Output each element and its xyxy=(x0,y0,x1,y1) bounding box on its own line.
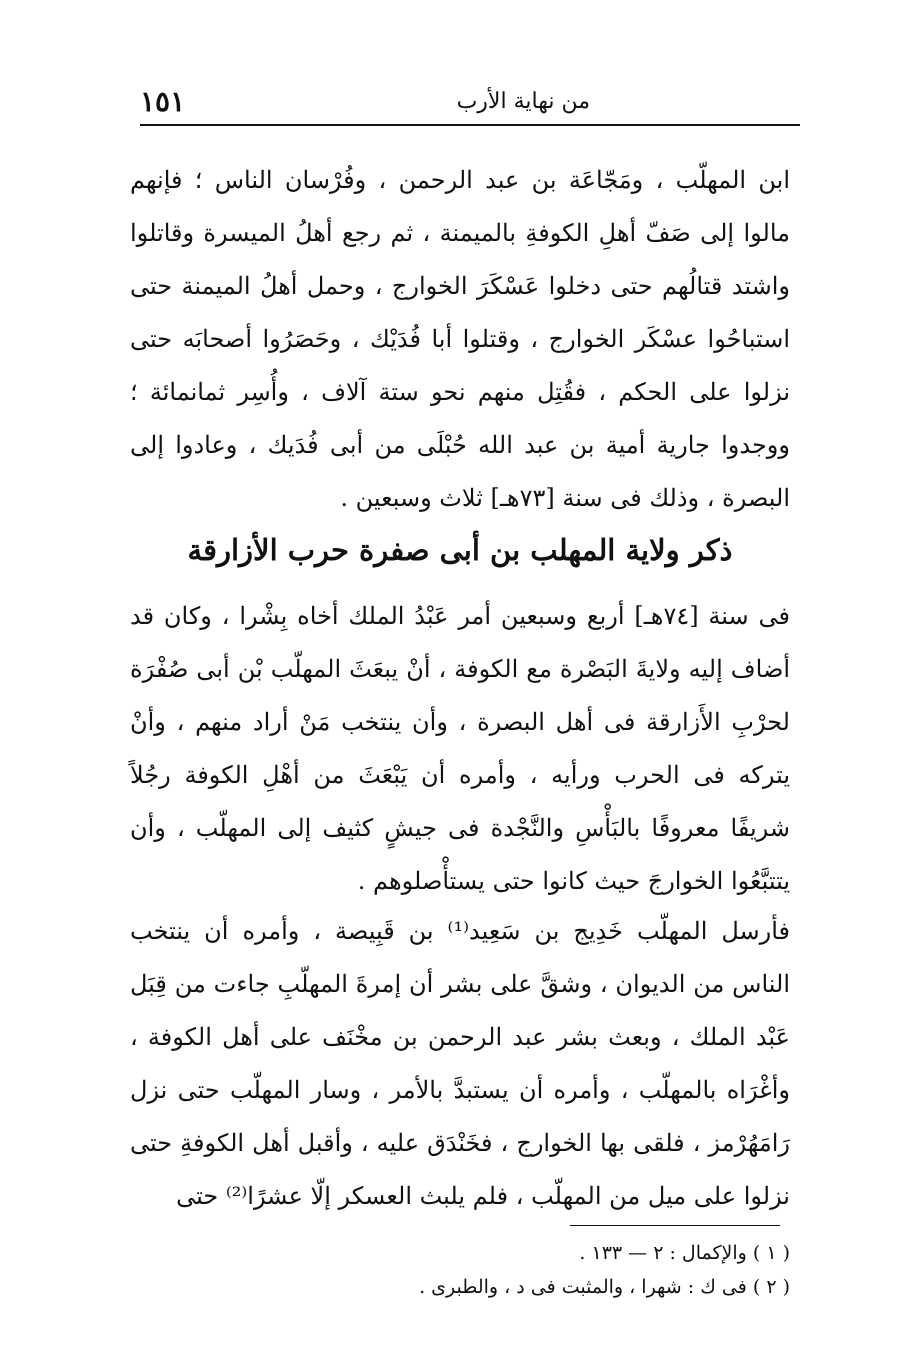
header-rule xyxy=(140,124,800,126)
paragraph-2: فى سنة [٧٤هـ] أربع وسبعين أمر عَبْدُ الملك أخاه بِشْرا ، وكان قد أضاف إليه ولايةَ البَصْرة مع الكوفة ، أنْ يبعَثَ المهلّب بْن أبى صُفْرَة لحرْبِ الأَزارقة فى أهل البصرة ، وأن ينتخب مَنْ أراد منهم ، وأنْ يتركه فى الحرب ورأيه ، وأمره أن يَبْعَثَ من أهْلِ الكوفة رجُلاً شريفًا معروفًا بالبَأْسِ والنَّجْدة فى جيشٍ كثيف إلى المهلّب ، وأن يتتبَّعُوا الخوارجَ حيث كانوا حتى يستأْصلوهم . xyxy=(130,602,790,895)
footnote-rule xyxy=(570,1225,780,1226)
page-header xyxy=(140,78,800,124)
section-title: ذكر ولاية المهلب بن أبى صفرة حرب الأزارقة xyxy=(187,533,733,567)
paragraph-1: ابن المهلّب ، ومَجّاعَة بن عبد الرحمن ، وفُرْسان الناس ؛ فإنهم مالوا إلى صَفّ أهلِ الكوفةِ بالميمنة ، ثم رجع أهلُ الميسرة وقاتلوا واشتد قتالُهم حتى دخلوا عَسْكَرَ الخوارج ، وحمل أهلُ الميمنة حتى استباحُوا عسْكَر الخوارج ، وقتلوا أبا فُدَيْك ، وحَصَرُوا أصحابَه حتى نزلوا على الحكم ، فقُتِل منهم نحو ستة آلاف ، وأُسِر ثمانمائة ؛ ووجدوا جارية أمية بن عبد الله حُبْلَى من أبى فُدَيك ، وعادوا إلى البصرة ، وذلك فى سنة [٧٣هـ] ثلاث وسبعين . xyxy=(130,166,790,512)
footnotes xyxy=(130,1236,790,1304)
page-number: ١٥١ xyxy=(140,84,186,118)
running-title: من نهاية الأرب xyxy=(456,88,590,114)
paragraph-3: فأرسل المهلّب خَدِيج بن سَعِيد⁽¹⁾ بن قَبِيصة ، وأمره أن ينتخب الناس من الديوان ، وشقَّ على بشر أن إمرةَ المهلّبِ جاءت من قِبَل عَبْد الملك ، وبعث بشر عبد الرحمن بن مخْنَف على أهل الكوفة ، وأغْرَاه بالمهلّب ، وأمره أن يستبدَّ بالأمر ، وسار المهلّب حتى نزل رَامَهُرْمز ، فلقى بها الخوارج ، فخَنْدَق عليه ، وأقبل أهل الكوفةِ حتى نزلوا على ميل من المهلّب ، فلم يلبث العسكر إلّا عشرًا⁽²⁾ حتى xyxy=(130,917,790,1210)
footnote-2: ( ٢ ) فى ك : شهرا ، والمثبت فى د ، والطبرى . xyxy=(419,1276,790,1298)
footnote-1: ( ١ ) والإكمال : ٢ — ١٣٣ . xyxy=(579,1242,790,1264)
